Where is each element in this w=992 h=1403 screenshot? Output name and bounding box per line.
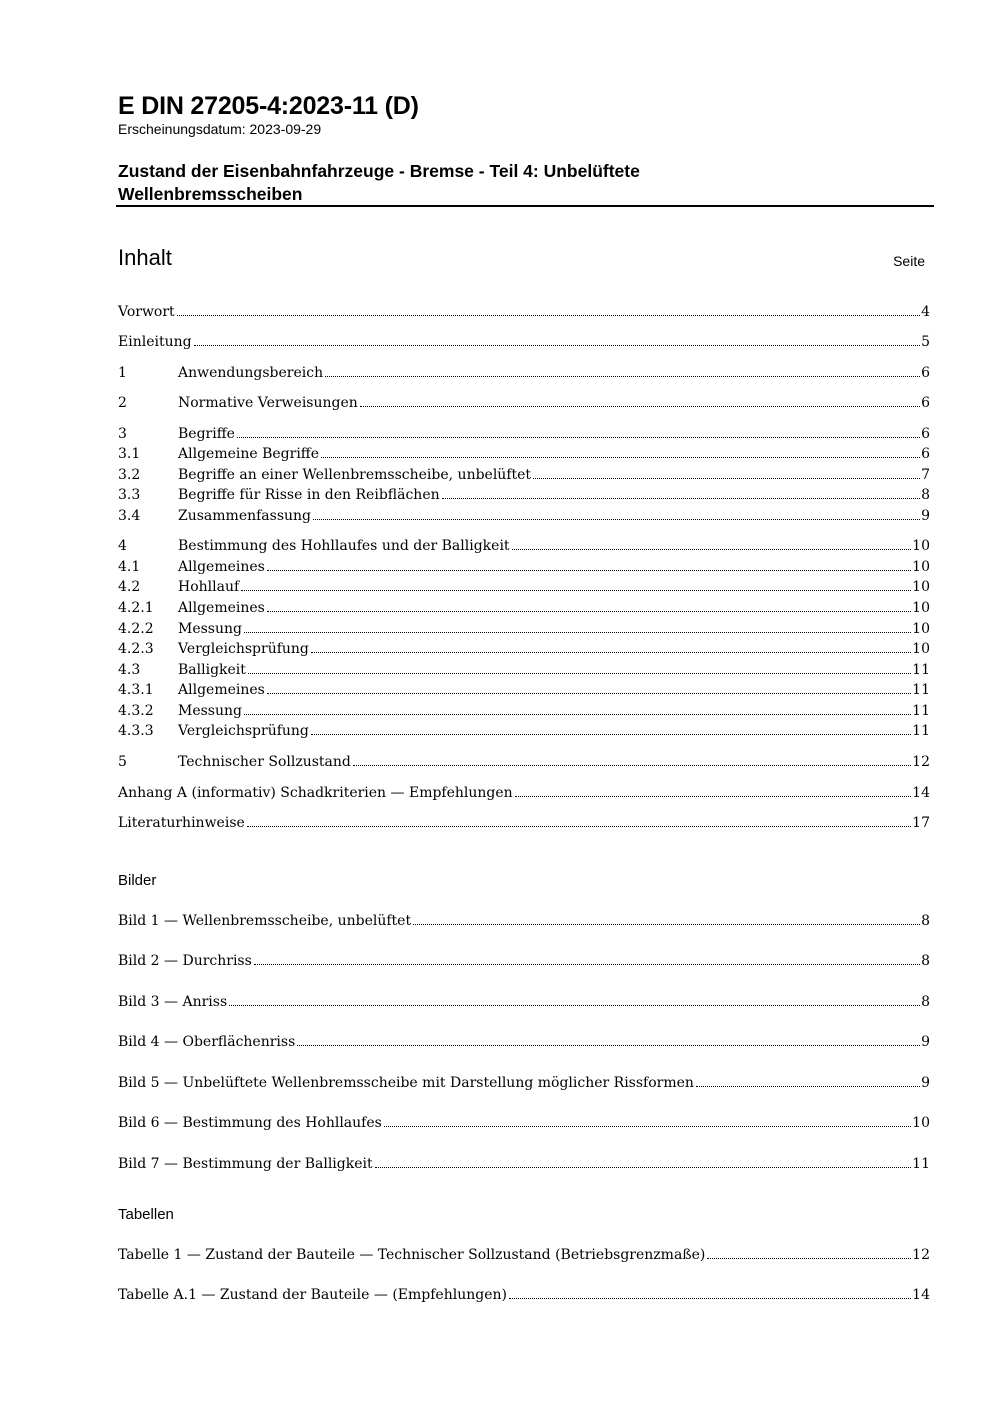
toc-entry-number: 4 [118, 538, 127, 554]
figure-entry-title: Bild 3 — Anriss [118, 994, 228, 1010]
toc-entry-title: Vergleichsprüfung [178, 723, 309, 739]
toc-entry[interactable] [118, 363, 930, 383]
dot-leader [244, 632, 911, 633]
toc-entry[interactable] [118, 721, 930, 741]
toc-entry[interactable] [118, 598, 930, 618]
dot-leader [442, 498, 920, 499]
toc-entry-number: 4.2.2 [118, 621, 154, 637]
toc-entry-number: 3.4 [118, 508, 141, 524]
toc-entry-title: Allgemeines [178, 682, 265, 698]
dot-leader [248, 673, 911, 674]
dot-leader [375, 1167, 912, 1168]
toc-entry-page: 8 [921, 487, 930, 503]
toc-entry-number: 3 [118, 426, 127, 442]
toc-entry-title: Balligkeit [178, 662, 246, 678]
toc-entry-page: 6 [921, 395, 930, 411]
figure-entry-page: 9 [921, 1075, 930, 1091]
toc-entry-number: 3.1 [118, 446, 141, 462]
toc-entry-title: Allgemeine Begriffe [178, 446, 320, 462]
figure-entry-page: 9 [921, 1034, 930, 1050]
toc-entry-number: 4.3.3 [118, 723, 154, 739]
dot-leader [267, 611, 911, 612]
dot-leader [311, 734, 911, 735]
table-entry[interactable] [118, 1285, 930, 1305]
figure-entry[interactable] [118, 951, 930, 971]
figure-entry-page: 11 [912, 1156, 930, 1172]
dot-leader [229, 1005, 920, 1006]
toc-entry[interactable] [118, 577, 930, 597]
dot-leader [533, 478, 920, 479]
document-id: E DIN 27205-4:2023-11 (D) [118, 92, 419, 120]
toc-entry-title: Einleitung [118, 334, 192, 350]
toc-entry-number: 2 [118, 395, 127, 411]
dot-leader [247, 826, 911, 827]
publication-date: Erscheinungsdatum: 2023-09-29 [118, 121, 322, 137]
toc-entry-title: Messung [178, 703, 242, 719]
toc-entry[interactable] [118, 680, 930, 700]
toc-entry-number: 5 [118, 754, 127, 770]
figure-entry[interactable] [118, 992, 930, 1012]
dot-leader [241, 590, 911, 591]
toc-entry[interactable] [118, 302, 930, 322]
dot-leader [696, 1086, 920, 1087]
toc-entry[interactable] [118, 393, 930, 413]
toc-entry-title: Normative Verweisungen [178, 395, 358, 411]
toc-entry-page: 5 [921, 334, 930, 350]
dot-leader [177, 315, 920, 316]
dot-leader [353, 765, 911, 766]
dot-leader [384, 1126, 911, 1127]
toc-entry-title: Hohllauf [178, 579, 240, 595]
dot-leader [254, 964, 920, 965]
figure-entry[interactable] [118, 1073, 930, 1093]
dot-leader [515, 796, 911, 797]
toc-entry-page: 10 [912, 621, 930, 637]
toc-entry-page: 6 [921, 446, 930, 462]
toc-entry-number: 1 [118, 365, 127, 381]
toc-entry-title: Literaturhinweise [118, 815, 245, 831]
figure-entry-title: Bild 6 — Bestimmung des Hohllaufes [118, 1115, 382, 1131]
dot-leader [194, 345, 921, 346]
table-entry-page: 12 [912, 1247, 930, 1263]
figure-entry[interactable] [118, 1032, 930, 1052]
toc-entry[interactable] [118, 813, 930, 833]
toc-entry[interactable] [118, 332, 930, 352]
figure-entry-page: 8 [921, 994, 930, 1010]
dot-leader [297, 1045, 920, 1046]
toc-entry-page: 10 [912, 559, 930, 575]
toc-entry[interactable] [118, 639, 930, 659]
figure-entry-title: Bild 1 — Wellenbremsscheibe, unbelüftet [118, 913, 412, 929]
toc-entry-number: 4.2.1 [118, 600, 154, 616]
toc-entry-page: 14 [912, 785, 930, 801]
toc-entry[interactable] [118, 485, 930, 505]
figure-entry-title: Bild 4 — Oberflächenriss [118, 1034, 296, 1050]
toc-entry-page: 4 [921, 304, 930, 320]
toc-entry-page: 11 [912, 703, 930, 719]
toc-entry-page: 17 [912, 815, 930, 831]
dot-leader [413, 924, 920, 925]
figure-entry-title: Bild 5 — Unbelüftete Wellenbremsscheibe mit Darstellung möglicher Rissformen [118, 1075, 694, 1091]
toc-entry[interactable] [118, 557, 930, 577]
dot-leader [512, 549, 912, 550]
toc-entry-number: 3.2 [118, 467, 141, 483]
toc-entry-title: Vorwort [118, 304, 175, 320]
toc-entry-number: 4.1 [118, 559, 141, 575]
dot-leader [313, 519, 920, 520]
toc-entry[interactable] [118, 465, 930, 485]
toc-entry-page: 6 [921, 426, 930, 442]
toc-entry-page: 10 [912, 600, 930, 616]
dot-leader [267, 693, 911, 694]
toc-entry-title: Begriffe an einer Wellenbremsscheibe, unbelüftet [178, 467, 532, 483]
dot-leader [321, 457, 920, 458]
toc-entry-number: 4.2.3 [118, 641, 154, 657]
toc-entry[interactable] [118, 660, 930, 680]
toc-entry-title: Technischer Sollzustand [178, 754, 351, 770]
figure-entry-page: 8 [921, 913, 930, 929]
figure-entry-title: Bild 7 — Bestimmung der Balligkeit [118, 1156, 373, 1172]
dot-leader [267, 570, 911, 571]
toc-entry[interactable] [118, 506, 930, 526]
toc-entry[interactable] [118, 701, 930, 721]
page-column-label: Seite [893, 253, 925, 269]
toc-entry-page: 7 [921, 467, 930, 483]
table-entry-title: Tabelle A.1 — Zustand der Bauteile — (Empfehlungen) [118, 1287, 507, 1303]
figure-entry[interactable] [118, 1113, 930, 1133]
figure-entry-title: Bild 2 — Durchriss [118, 953, 252, 969]
dot-leader [237, 437, 920, 438]
toc-entry[interactable] [118, 619, 930, 639]
toc-entry-page: 12 [912, 754, 930, 770]
toc-entry-page: 10 [912, 641, 930, 657]
dot-leader [325, 376, 920, 377]
figure-entry[interactable] [118, 1154, 930, 1174]
toc-entry[interactable] [118, 783, 930, 803]
dot-leader [360, 406, 920, 407]
figure-entry-page: 8 [921, 953, 930, 969]
toc-entry-page: 11 [912, 723, 930, 739]
dot-leader [509, 1298, 911, 1299]
toc-entry-page: 10 [912, 579, 930, 595]
toc-entry-title: Allgemeines [178, 559, 265, 575]
toc-entry-number: 3.3 [118, 487, 141, 503]
toc-entry-number: 4.3.2 [118, 703, 154, 719]
toc-entry-title: Zusammenfassung [178, 508, 312, 524]
dot-leader [707, 1258, 911, 1259]
dot-leader [244, 714, 911, 715]
toc-entry-title: Messung [178, 621, 242, 637]
toc-entry-title: Begriffe [178, 426, 235, 442]
table-entry[interactable] [118, 1245, 930, 1265]
toc-entry-number: 4.3 [118, 662, 141, 678]
toc-entry[interactable] [118, 536, 930, 556]
toc-entry-title: Anhang A (informativ) Schadkriterien — Empfehlungen [118, 785, 513, 801]
toc-entry-title: Anwendungsbereich [178, 365, 324, 381]
title-divider [116, 205, 934, 207]
toc-entry-page: 11 [912, 662, 930, 678]
figure-entry[interactable] [118, 911, 930, 931]
document-title [118, 160, 878, 206]
dot-leader [311, 652, 911, 653]
document-title-line-2: Wellenbremsscheiben [118, 184, 303, 204]
document-title-line-1: Zustand der Eisenbahnfahrzeuge - Bremse - Teil 4: Unbelüftete [118, 161, 640, 181]
toc-entry-page: 10 [912, 538, 930, 554]
table-entry-page: 14 [912, 1287, 930, 1303]
toc-entry-page: 9 [921, 508, 930, 524]
toc-entry-number: 4.2 [118, 579, 141, 595]
toc-entry[interactable] [118, 752, 930, 772]
toc-entry-title: Begriffe für Risse in den Reibflächen [178, 487, 440, 503]
toc-entry-page: 6 [921, 365, 930, 381]
toc-entry-title: Vergleichsprüfung [178, 641, 309, 657]
figure-entry-page: 10 [912, 1115, 930, 1131]
toc-entry[interactable] [118, 424, 930, 444]
toc-entry-number: 4.3.1 [118, 682, 154, 698]
toc-entry-title: Allgemeines [178, 600, 265, 616]
toc-heading: Inhalt [118, 245, 172, 270]
toc-entry[interactable] [118, 444, 930, 464]
tables-heading: Tabellen [118, 1206, 174, 1223]
toc-entry-title: Bestimmung des Hohllaufes und der Balligkeit [178, 538, 510, 554]
figures-heading: Bilder [118, 872, 157, 889]
table-entry-title: Tabelle 1 — Zustand der Bauteile — Technischer Sollzustand (Betriebsgrenzmaße) [118, 1247, 706, 1263]
toc-entry-page: 11 [912, 682, 930, 698]
